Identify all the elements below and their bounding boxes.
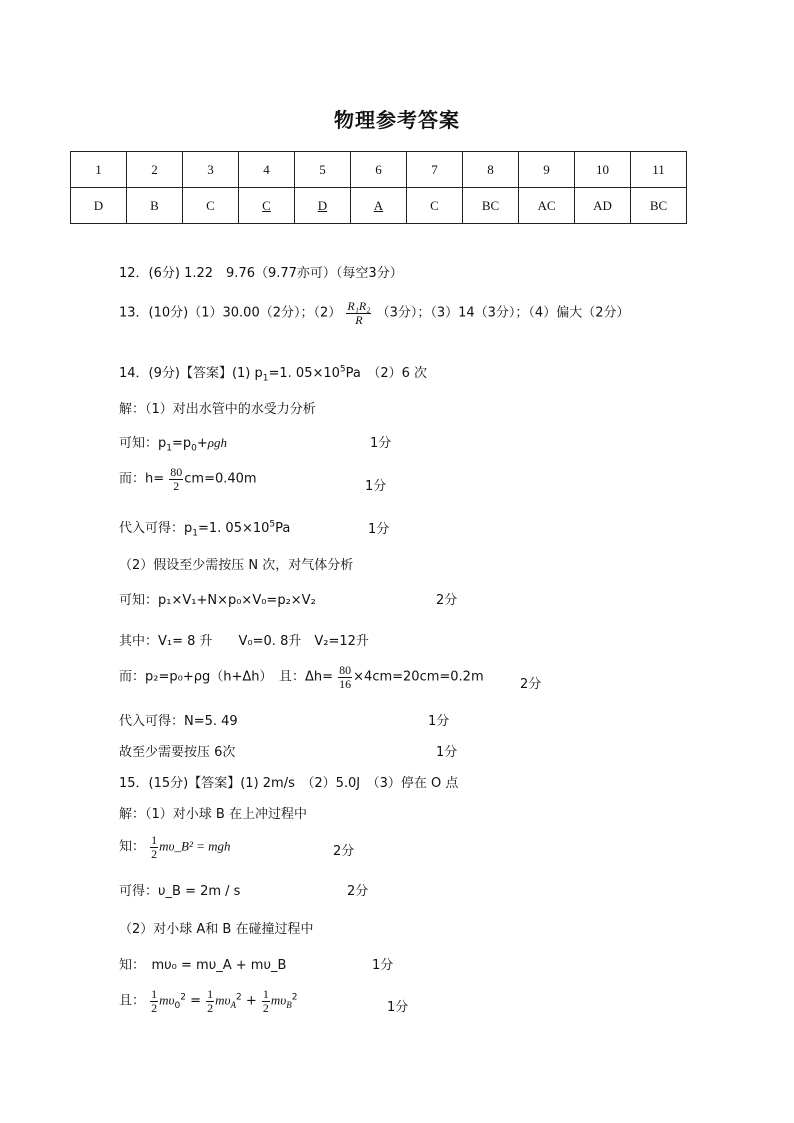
q14-part-2-intro: （2）假设至少需按压 N 次，对气体分析 — [119, 558, 354, 573]
fraction-denominator: 16 — [339, 676, 352, 691]
fraction-denominator: 2 — [173, 478, 180, 493]
question-number: 11 — [631, 152, 687, 188]
q14-head-value: =1. 05×10 — [268, 366, 340, 381]
one-half-fraction — [150, 988, 158, 1014]
q15-part-2-intro: （2）对小球 A和 B 在碰撞过程中 — [119, 922, 314, 937]
q13-text-b: （3分）；（3）14（3分）；（4）偏大（2分） — [376, 305, 630, 321]
step-value: =1. 05×10 — [198, 521, 270, 536]
question-number: 3 — [183, 152, 239, 188]
score-label: 1分 — [436, 745, 458, 760]
q15-answer-header: 15．(15分)【答案】(1) 2m/s （2）5.0J （3）停在 O 点 — [119, 776, 459, 791]
q14-step-1: 可知：$p_1=p_0+\rho gh$ — [119, 435, 228, 454]
answer-table — [70, 151, 687, 224]
question-number: 8 — [463, 152, 519, 188]
q13-answer — [119, 300, 629, 326]
step-text: 且： — [119, 993, 146, 1009]
answer-cell: AC — [519, 188, 575, 224]
subscript: 1 — [166, 443, 172, 454]
one-half-fraction — [206, 988, 214, 1014]
step-text: 可知：p — [119, 436, 167, 451]
score-label: 1分 — [387, 1000, 409, 1015]
answer-cell: C — [183, 188, 239, 224]
q14-step-3 — [119, 517, 290, 539]
fraction-numerator: 80 — [170, 465, 183, 479]
step-text: 知： — [119, 839, 146, 855]
fraction-denominator: R — [355, 312, 363, 327]
fraction-denominator: 2 — [151, 1000, 158, 1015]
q14-step-8: 故至少需要按压 6次 — [119, 745, 236, 760]
fraction-numerator: 1 — [151, 987, 158, 1001]
q14-step-5: 其中：V₁= 8 升 V₀=0. 8升 V₂=12升 — [119, 634, 369, 649]
answer-cell: AD — [575, 188, 631, 224]
step-text: 而：p₂=p₀+ρg（h+Δh） 且：Δh= — [119, 669, 334, 685]
q15-step-4: 且： $\frac{1}{2}$ $m\upsilon_0^2$ = $\frac{1}{2}$ $m\upsilon_A^2$ + $\frac{1}{2}$ $m\upsilon_B^2$ — [119, 987, 298, 1015]
step-unit: Pa — [275, 521, 291, 536]
subscript: 1 — [262, 373, 269, 384]
step-text: ×4cm=20cm=0.2m — [353, 669, 484, 685]
eighty-over-sixteen-fraction — [338, 664, 352, 690]
q14-step-7: 代入可得：N=5. 49 — [119, 714, 238, 729]
step-text: 而：h= — [119, 471, 165, 487]
q15-step-3: 知： mυ₀ = mυ_A + mυ_B — [119, 958, 287, 973]
fraction-numerator: R₁R₂ — [347, 299, 371, 313]
one-half-fraction — [262, 988, 270, 1014]
q14-step-2 — [119, 466, 257, 492]
answer-cell: A — [351, 188, 407, 224]
step-text: cm=0.40m — [184, 471, 257, 487]
superscript: 5 — [269, 519, 276, 530]
score-label: 1分 — [368, 522, 390, 537]
r1r2-over-r-fraction — [346, 300, 371, 326]
answer-cell: D — [295, 188, 351, 224]
eighty-over-two-fraction — [169, 466, 183, 492]
answer-cell: D — [71, 188, 127, 224]
question-number: 10 — [575, 152, 631, 188]
fraction-denominator: 2 — [207, 1000, 214, 1015]
answer-cell: C — [239, 188, 295, 224]
page-title: 物理参考答案 — [334, 108, 460, 132]
q14-solution-intro: 解：（1）对出水管中的水受力分析 — [119, 402, 316, 417]
answer-cell: B — [127, 188, 183, 224]
q15-step-1 — [119, 834, 231, 860]
subscript: 1 — [192, 528, 198, 539]
question-number: 7 — [407, 152, 463, 188]
score-label: 1分 — [365, 479, 387, 494]
q14-answer-header — [119, 362, 427, 384]
question-number: 4 — [239, 152, 295, 188]
fraction-numerator: 1 — [151, 833, 158, 847]
fraction-numerator: 1 — [207, 987, 214, 1001]
question-number: 5 — [295, 152, 351, 188]
fraction-denominator: 2 — [262, 1000, 269, 1015]
answer-table-answer-row — [71, 188, 687, 224]
question-number: 1 — [71, 152, 127, 188]
question-number: 9 — [519, 152, 575, 188]
q14-step-6 — [119, 664, 484, 690]
one-half-fraction — [150, 834, 158, 860]
question-number: 2 — [127, 152, 183, 188]
plus-sign: + — [196, 436, 208, 451]
answer-table-number-row — [71, 152, 687, 188]
q14-step-4: 可知：p₁×V₁+N×p₀×V₀=p₂×V₂ — [119, 593, 316, 608]
score-label: 2分 — [520, 677, 542, 692]
q13-text-a: 13．(10分)（1）30.00（2分）；（2） — [119, 305, 342, 321]
score-label: 1分 — [372, 958, 394, 973]
question-number: 6 — [351, 152, 407, 188]
answer-cell: BC — [463, 188, 519, 224]
score-label: 2分 — [436, 593, 458, 608]
q14-head-unit: Pa （2）6 次 — [345, 366, 428, 381]
q15-step-2: 可得：υ_B = 2m / s — [119, 884, 241, 899]
fraction-denominator: 2 — [151, 846, 158, 861]
q12-answer: 12．(6分) 1.22 9.76（9.77亦可）（每空3分） — [119, 266, 403, 281]
fraction-numerator: 80 — [339, 663, 352, 677]
step-expression: ρgh — [207, 435, 228, 450]
q14-head-text: 14．(9分)【答案】(1) p — [119, 366, 263, 381]
step-text: 代入可得：p — [119, 521, 193, 536]
step-expression: mυ_B² = mgh — [159, 838, 231, 854]
score-label: 2分 — [333, 844, 355, 859]
answer-cell: C — [407, 188, 463, 224]
score-label: 2分 — [347, 884, 369, 899]
fraction-numerator: 1 — [262, 987, 269, 1001]
q15-solution-intro: 解：（1）对小球 B 在上冲过程中 — [119, 807, 307, 822]
score-label: 1分 — [370, 436, 392, 451]
subscript: 0 — [191, 443, 197, 454]
answer-cell: BC — [631, 188, 687, 224]
superscript: 5 — [339, 364, 346, 375]
score-label: 1分 — [428, 714, 450, 729]
